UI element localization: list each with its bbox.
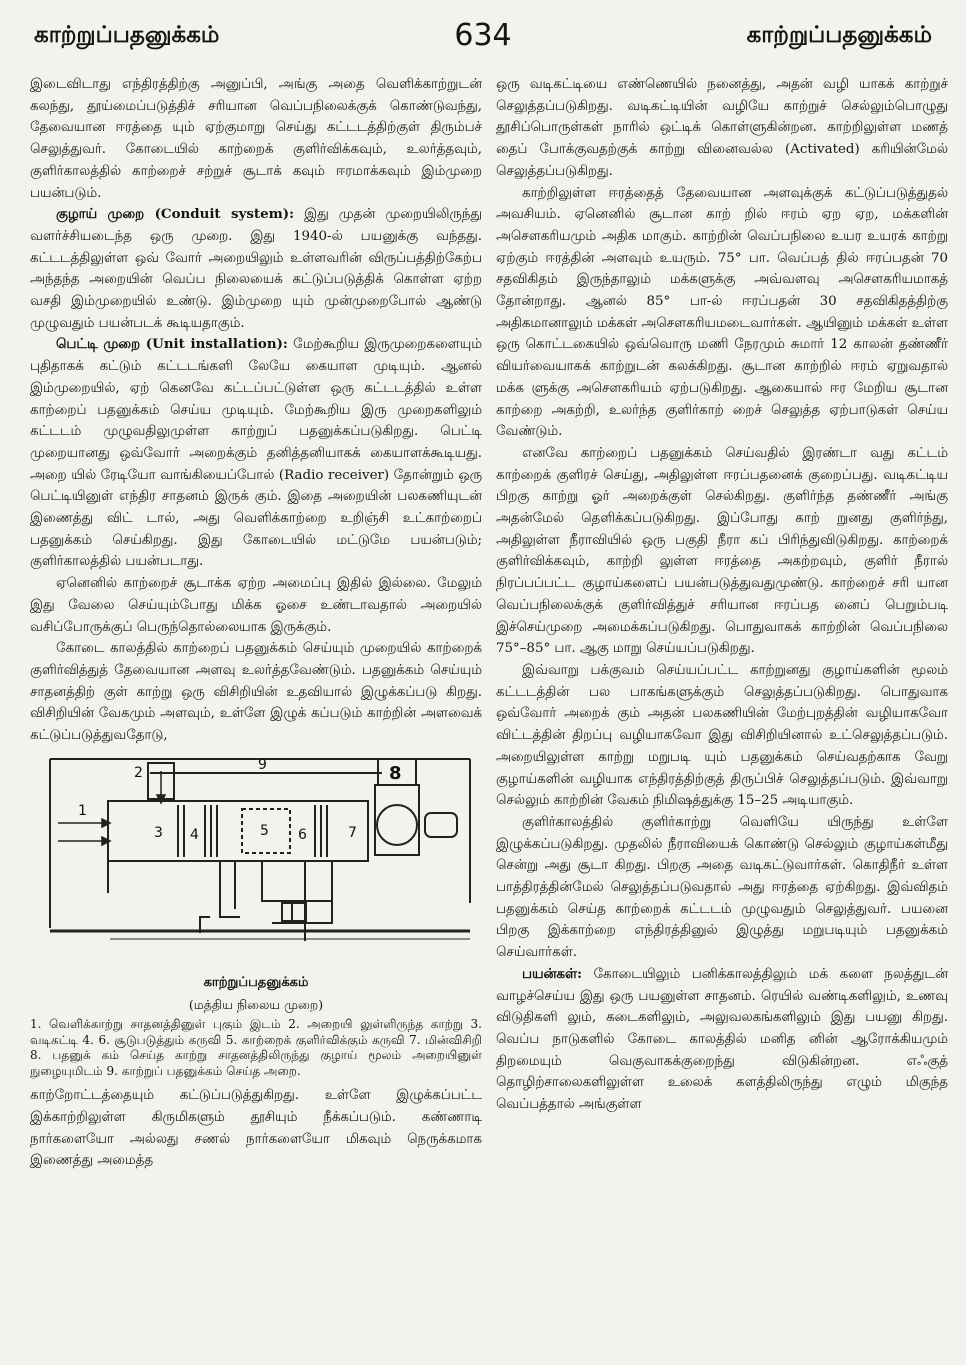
label-2: 2 [134,764,143,781]
label-3: 3 [154,824,163,841]
paragraph: குளிர்காலத்தில் குளிர்காற்று வெளியே யிருந்து உள்ளே இழுக்கப்படுகிறது. முதலில் நீராவியைக் கொண்டு செல்லும் குழாய்கள்மீது சென்று அது சூடா கிறது. பிறகு அதை வடிகட்டுவார்கள். கொதிநீர் உள்ள பாத்திரத்தின்மேல் செலுத்தப்படுவதால் அது ஈரத்தை ஏற்கிறது. இவ்விதம் பதனுக்கம் செய்த காற்றைக் கட்டடம் முழுவதும் செலுத்துவர். பயனை பிறகு இக்காற்றை எந்திரத்தினுல் இழுத்து மறுபடியும் பதனுக்கம் செய்வார்கள். [496,814,948,961]
air-conditioning-diagram [30,753,482,968]
paragraph: கோடை காலத்தில் காற்றைப் பதனுக்கம் செய்யும் முறையில் காற்றைக் குளிர்வித்துத் தேவையான அளவு உலர்த்தவேண்டும். பதனுக்கம் செய்யும் சாதனத்திற் குள் காற்று ஒரு விசிறியின் உதவியால் இழுக்கப்படு கிறது. விசிறியின் வேகமும் அளவும், உள்ளே இழுக் கப்படும் காற்றின் அளவைக் கட்டுப்படுத்துவதோடு, [30,641,482,744]
pipe-network [200,861,332,941]
pump [282,903,306,921]
paragraph: ஏனெனில் காற்றைச் சூடாக்க ஏற்ற அமைப்பு இதில் இல்லை. மேலும் இது வேலை செய்யும்போது மிக்க ஓசை உண்டாவதால் அறையில் வசிப்போருக்குப் பெருந்தொல்லையாக இருக்கும். [30,576,482,635]
figure-title: காற்றுப்பதனுக்கம் [203,974,309,990]
paragraph-body: கோடையிலும் பனிக்காலத்திலும் மக் களை நலத்துடன் வாழச்செய்ய இது ஒரு பயனுள்ள சாதனம். ரெயில் வண்டிகளிலும், உணவு விடுதிகளி லும், கடைகளிலும், அலுவலகங்களிலும் இது பயனு கிறது. வெப்ப நாடுகளில் கோடை காலத்தில் மனித னின் ஆரோக்கியமும் திறமையும் வெகுவாகக்குறைந்து விடுகின்றன. எஃகுத் தொழிற்சாலைகளிலுள்ள உலைக் களத்திலிருந்து எழும் மிகுந்த வெப்பத்தால் அங்குள்ள [496,966,948,1113]
label-7: 7 [348,824,357,841]
label-6: 6 [298,826,307,843]
main-duct [108,801,368,861]
paragraph: எனவே காற்றைப் பதனுக்கம் செய்வதில் இரண்டா வது கட்டம் காற்றைக் குளிரச் செய்து, அதிலுள்ள ஈரப்பதனைக் குறைப்பது. வடிகட்டிய பிறகு காற்று ஓர் அறைக்குள் செல்கிறது. குளிர்ந்த தண்ணீர் அங்கு அதன்மேல் தெளிக்கப்படுகிறது. இப்போது காற் றுனது குளிர்ந்து, அதிலுள்ள நீராவியில் ஒரு பகுதி நீரா கப் பிரிந்துவிடுகிறது. காற்றைக் குளிர்விக்கவும், காற்றி லுள்ள ஈரத்தை அகற்றவும், குளிர் நீரால் நிரப்பப்பட்ட குழாய்களைப் பயன்படுத்துவதுமுண்டு. காற்றைச் சரி யான வெப்பநிலைக்குக் குளிர்வித்துச் சரியான ஈரப்பத னைப் பெறும்படி இச்செய்முறை அமைக்கப்படுகிறது. பொதுவாகக் காற்றின் வெப்பநிலை 75°–85° பா. ஆகு மாறு செய்யப்படுகிறது. [496,445,948,657]
right-column [496,74,948,1359]
section-lead: பெட்டி முறை (Unit installation): [56,336,288,353]
paragraph: காற்றோட்டத்தையும் கட்டுப்படுத்துகிறது. உள்ளே இழுக்கப்பட்ட இக்காற்றிலுள்ள கிருமிகளும் தூசியும் நீக்கப்படும். கண்ணாடி நார்களையோ அல்லது சணல் நார்களையோ மிகவும் நெருக்கமாக இணைத்து அமைத்த [30,1088,482,1169]
section-lead: குழாய் முறை (Conduit system): [56,206,295,223]
figure [30,753,482,1079]
page-number: 634 [454,18,512,53]
left-column [30,74,482,1359]
figure-subtitle: (மத்திய நிலைய முறை) [188,996,324,1012]
label-1: 1 [78,802,87,819]
paragraph-body: மேற்கூறிய இருமுறைகளையும் புதிதாகக் கட்டும் கட்டடங்களி லேயே கையாள முடியும். ஆனல் இம்முறையில், ஏற் கெனவே கட்டப்பட்டுள்ள ஒரு கட்டடத்தில் உள்ள காற்றைப் பதனுக்கம் செய்ய முடியும். மேற்கூறிய இரு முறைகளிலும் கட்டடம் முழுவதிலுமுள்ள காற்றுப் பதனுக்கப்படுகிறது. பெட்டி முறையானது ஒவ்வோர் அறைக்கும் தனித்தனியாகக் கையாளக்கூடியது. அறை யில் ரேடியோ வாங்கியைப்போல் (Radio receiver) தோன்றும் ஒரு பெட்டியினுள் எந்திர சாதனம் இருக் கும். இதை அறையின் பலகணியுடன் இணைத்து விட் டால், அது வெளிக்காற்றை உறிஞ்சி உட்காற்றைப் பதனுக்கம் செய்கிறது. இது கோடையில் மட்டுமே பயன்படும்; குளிர்காலத்தில் பயன்படாது. [30,337,482,570]
label-4: 4 [190,826,199,843]
label-9: 9 [258,756,267,773]
running-head-left: காற்றுப்பதனுக்கம் [34,22,220,48]
paragraph-uses [496,964,948,1116]
running-head-right: காற்றுப்பதனுக்கம் [746,22,932,48]
paragraph-conduit-system [30,204,482,334]
section-lead: பயன்கள்: [522,965,583,982]
paragraph: காற்றிலுள்ள ஈரத்தைத் தேவையான அளவுக்குக் கட்டுப்படுத்துதல் அவசியம். ஏனெனில் சூடான காற் றில் ஈரம் ஏற ஏற, மக்களின் அசௌகரியமும் அதிக மாகும். காற்றின் வெப்பநிலை உயர உயரக் காற்று ஏற்கும் ஈரத்தின் அளவும் உயரும். 75° பா. வெப்பத் தில் ஈரப்பதன் 70 சதவிகிதம் இருந்தாலும் மக்களுக்கு அவ்வளவு அசௌகரியமாகத் தோன்றாது. ஆனல் 85° பா-ல் ஈரப்பதன் 30 சதவிகிதத்திற்கு அதிகமானாலும் மக்கள் அசௌகரியமடைவார்கள். ஆயினும் மக்கள் உள்ள ஒரு கொட்டகையில் ஒவ்வொரு மணி நேரமும் சுமார் 12 காலன் தண்ணீர் வியர்வையாகக் காற்றுடன் கலக்கிறது. சூடான காற்றில் ஈரம் ஏறுவதால் மக்க ளுக்கு அசௌகரியம் ஏற்படுகிறது. ஆகையால் ஈர மேறிய சூடான காற்றை அகற்றி, உலர்ந்த குளிர்காற் றைச் செலுத்த ஏற்பாடுகள் செய்ய வேண்டும். [496,185,948,440]
fan [377,805,417,845]
motor [425,813,457,837]
figure-legend: 1. வெளிக்காற்று சாதனத்தினுள் புகும் இடம் 2. அறையி லுள்ளிருந்த காற்று 3. வடிகட்டி 4. 6. சூடுபடுத்தும் கருவி 5. காற்றைக் குளிர்விக்கும் கருவி 7. மின்விசிறி 8. பதனுக் கம் செய்த காற்று சாதனத்திலிருந்து குழாய் மூலம் அறையினுள் நுழையுமிடம் 9. காற்றுப் பதனுக்கம் செய்த அறை. [30,1017,482,1078]
paragraph-unit-installation [30,334,482,573]
heater-coil-2 [315,805,327,857]
paragraph: ஒரு வடிகட்டியை எண்ணெயில் நனைத்து, அதன் வழி யாகக் காற்றுச் செலுத்தப்படுகிறது. வடிகட்டியின் வழியே காற்றுச் செல்லும்பொழுது தூசிப்பொருள்கள் நாரில் ஒட்டிக் கொள்ளுகின்றன. காற்றிலுள்ள மணத் தைப் போக்குவதற்குக் காற்று வினைவல்ல (Activated) கரியின்மேல் செலுத்தப்படுகிறது. [496,77,948,179]
paragraph-body: இது முதன் முறையிலிருந்து வளர்ச்சியடைந்த ஒரு முறை. இது 1940-ல் பயனுக்கு வந்தது. கட்டடத்திலுள்ள ஒவ் வோர் அறையிலும் உள்ளவரின் விருப்பத்திற்கேற்ப அந்தந்த அறையின் வெப்ப நிலையைக் கட்டுப்படுத்திக் கொள்ள ஏற்ற வசதி இம்முறையில் உண்டு. இம்முறை யும் முன்முறைபோல் ஆண்டு முழுவதும் பயன்படக் கூடியதாகும். [30,207,482,331]
paragraph: இடைவிடாது எந்திரத்திற்கு அனுப்பி, அங்கு அதை வெளிக்காற்றுடன் கலந்து, தூய்மைப்படுத்திச் சரியான வெப்பநிலைக்குக் கொண்டுவந்து, தேவையான ஈரத்தை யும் ஏற்குமாறு செய்து கட்டடத்திற்குள் திரும்பச் செலுத்துவர். கோடையில் காற்றைக் குளிர்விக்கவும், உலர்த்தவும், குளிர்காலத்தில் காற்றைச் சற்றுச் சூடாக் கவும் ஈரமாக்கவும் இம்முறை பயன்படும். [30,77,482,201]
page-header [0,18,966,62]
heater-coil [205,805,217,857]
label-5: 5 [260,822,269,839]
paragraph: இவ்வாறு பக்குவம் செய்யப்பட்ட காற்றுனது குழாய்களின் மூலம் கட்டடத்தின் பல பாகங்களுக்கும் செலுத்தப்படுகிறது. பொதுவாக ஒவ்வோர் அறைக் கும் அதன் பலகணியின் மேற்புறத்தின் வழியாகவோ விட்டத்தின் திறப்பு வழியாகவோ இது விசிறியினால் உட்செலுத்தப்படும். அறையிலுள்ள காற்று மறுபடி யும் பதனுக்கம் செய்வதற்காக வேறு குழாய்களின் வழியாக எந்திரத்திற்குத் திருப்பிச் செலுத்தப்படும். இவ்வாறு செல்லும் காற்றின் வேகம் நிமிஷத்துக்கு 15–25 அடியாகும். [496,662,948,809]
label-8: 8 [389,762,402,784]
